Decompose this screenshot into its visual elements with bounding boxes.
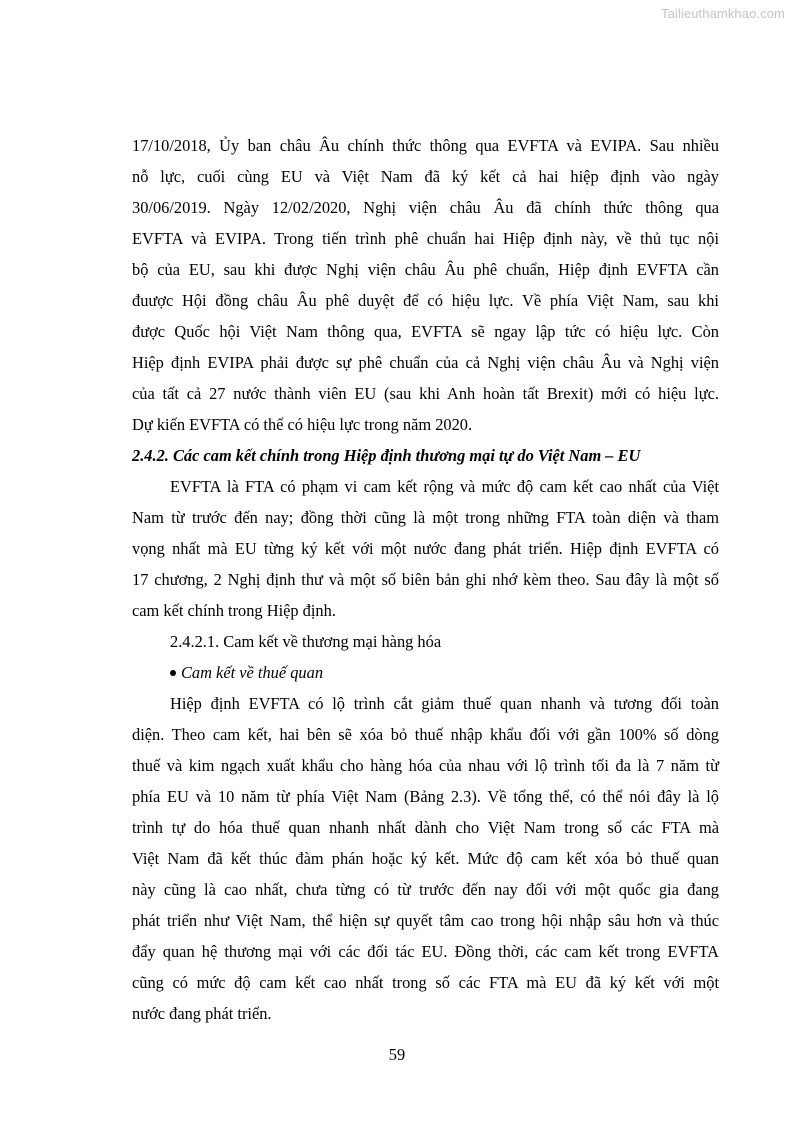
paragraph-line: cũng có mức độ cam kết cao nhất trong số các FTA mà EU đã ký kết với một bbox=[132, 973, 719, 992]
subsection-heading: 2.4.2.1. Cam kết về thương mại hàng hóa bbox=[170, 632, 442, 651]
paragraph-line: trình tự do hóa thuế quan nhanh nhất dành cho Việt Nam trong số các FTA mà bbox=[132, 818, 719, 837]
paragraph-line: Việt Nam đã kết thúc đàm phán hoặc ký kết. Mức độ cam kết xóa bỏ thuế quan bbox=[132, 849, 719, 868]
paragraph-line: 17 chương, 2 Nghị định thư và một số biên bản ghi nhớ kèm theo. Sau đây là một số bbox=[132, 570, 719, 589]
bullet-icon bbox=[170, 670, 176, 676]
page-number: 59 bbox=[388, 1045, 406, 1064]
watermark-text: Tailieuthamkhao.com bbox=[660, 6, 785, 21]
paragraph-line: phía EU và 10 năm từ phía Việt Nam (Bảng 2.3). Về tổng thể, có thể nói đây là lộ bbox=[132, 787, 719, 806]
paragraph-line: nước đang phát triển. bbox=[132, 1004, 272, 1023]
paragraph-line: bộ của EU, sau khi được Nghị viện châu Âu phê chuẩn, Hiệp định EVFTA cần bbox=[132, 260, 719, 279]
paragraph-line: diện. Theo cam kết, hai bên sẽ xóa bỏ thuế nhập khẩu đối với gần 100% số dòng bbox=[132, 725, 719, 744]
paragraph-line: Hiệp định EVFTA có lộ trình cắt giảm thuế quan nhanh và tương đối toàn bbox=[170, 694, 719, 713]
paragraph-line: phát triển như Việt Nam, thể hiện sự quyết tâm cao trong hội nhập sâu hơn và thúc bbox=[132, 911, 719, 930]
bullet-item bbox=[132, 657, 719, 688]
paragraph-line: Hiệp định EVIPA phải được sự phê chuẩn của cả Nghị viện châu Âu và Nghị viện bbox=[132, 353, 719, 372]
paragraph-line: 17/10/2018, Ủy ban châu Âu chính thức thông qua EVFTA và EVIPA. Sau nhiều bbox=[132, 136, 719, 155]
paragraph-line: 30/06/2019. Ngày 12/02/2020, Nghị viện châu Âu đã chính thức thông qua bbox=[132, 198, 719, 217]
paragraph-line: EVFTA là FTA có phạm vi cam kết rộng và mức độ cam kết cao nhất của Việt bbox=[170, 477, 719, 496]
paragraph-line: được Quốc hội Việt Nam thông qua, EVFTA sẽ ngay lập tức có hiệu lực. Còn bbox=[132, 322, 719, 341]
paragraph-line: này cũng là cao nhất, chưa từng có từ trước đến nay đối với một quốc gia đang bbox=[132, 880, 719, 899]
paragraph-line: nỗ lực, cuối cùng EU và Việt Nam đã ký kết cả hai hiệp định vào ngày bbox=[132, 167, 719, 186]
paragraph-line: của tất cả 27 nước thành viên EU (sau khi Anh hoàn tất Brexit) mới có hiệu lực. bbox=[132, 384, 719, 403]
paragraph-line: thuế và kim ngạch xuất khẩu cho hàng hóa của nhau với lộ trình tối đa là 7 năm từ bbox=[132, 756, 719, 775]
section-heading: 2.4.2. Các cam kết chính trong Hiệp định thương mại tự do Việt Nam – EU bbox=[132, 446, 641, 465]
paragraph-line: Nam từ trước đến nay; đồng thời cũng là một trong những FTA toàn diện và tham bbox=[132, 508, 719, 527]
paragraph-line: vọng nhất mà EU từng ký kết với một nước đang phát triển. Hiệp định EVFTA có bbox=[132, 539, 719, 558]
document-body bbox=[132, 130, 719, 1029]
paragraph-line: đuược Hội đồng châu Âu phê duyệt để có hiệu lực. Về phía Việt Nam, sau khi bbox=[132, 291, 719, 310]
paragraph-line: cam kết chính trong Hiệp định. bbox=[132, 601, 336, 620]
bullet-text: Cam kết về thuế quan bbox=[181, 663, 324, 682]
paragraph-line: đẩy quan hệ thương mại với các đối tác EU. Đồng thời, các cam kết trong EVFTA bbox=[132, 942, 719, 961]
paragraph-line: EVFTA và EVIPA. Trong tiến trình phê chuẩn hai Hiệp định này, về thủ tục nội bbox=[132, 229, 719, 248]
paragraph-line: Dự kiến EVFTA có thể có hiệu lực trong năm 2020. bbox=[132, 415, 473, 434]
